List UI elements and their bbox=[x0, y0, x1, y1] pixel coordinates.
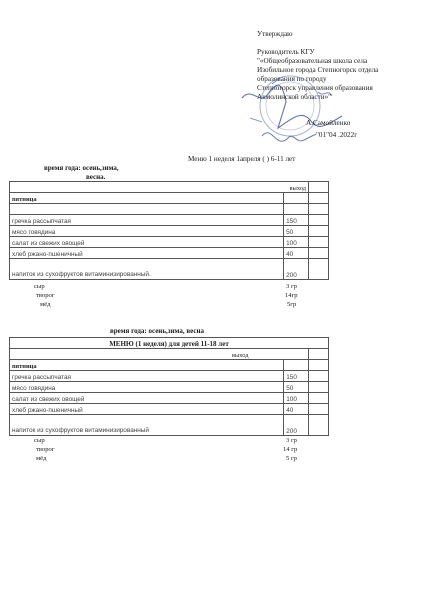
table-row-spacer bbox=[10, 204, 329, 215]
table-row-day bbox=[10, 193, 329, 204]
table-row bbox=[10, 371, 329, 382]
signer-name: А.Самойленко bbox=[306, 119, 351, 127]
dish-weight: 200 bbox=[284, 415, 309, 436]
dish-weight: 100 bbox=[284, 393, 309, 404]
menu2-title: МЕНЮ (1 неделя) для детей 11-18 лет bbox=[10, 338, 329, 349]
dish-weight: 40 bbox=[284, 404, 309, 415]
col-header-output: выход bbox=[10, 182, 309, 193]
menu1-season-cont: весна. bbox=[86, 173, 106, 181]
approval-line: Степногорск управления образования bbox=[257, 84, 373, 92]
menu1-season: время года: осень,зима, bbox=[44, 164, 119, 172]
menu1-table bbox=[9, 181, 329, 280]
extra-value: 5 гр bbox=[286, 455, 297, 462]
table-title-row bbox=[10, 338, 329, 349]
table-header-row bbox=[10, 349, 329, 360]
approval-line: Утверждаю bbox=[257, 30, 293, 38]
dish-name: хлеб ржано-пшеничный bbox=[10, 404, 284, 415]
approval-line: Акмолинской области»" bbox=[257, 93, 332, 101]
extra-value: 14 гр bbox=[283, 446, 298, 453]
table-row bbox=[10, 404, 329, 415]
extra-name: сыр bbox=[34, 437, 45, 444]
col-header-output: выход bbox=[10, 349, 309, 360]
stamp-signature-graphic bbox=[232, 58, 352, 168]
dish-weight: 40 bbox=[284, 248, 309, 259]
extra-value: 3 гр bbox=[286, 437, 297, 444]
table-header-row bbox=[10, 182, 329, 193]
approval-line: Изобильное города Степногорск отдела bbox=[257, 66, 379, 74]
approval-line: образования по городу bbox=[257, 75, 327, 83]
dish-weight: 50 bbox=[284, 382, 309, 393]
table-row bbox=[10, 259, 329, 280]
menu2-table bbox=[9, 337, 329, 436]
approval-date: "01"04 .2022г bbox=[316, 131, 358, 139]
dish-name: салат из свежих овощей bbox=[10, 393, 284, 404]
dish-name: гречка рассыпчатая bbox=[10, 371, 284, 382]
day-label: пятница bbox=[10, 360, 284, 371]
dish-name: напиток из сухофруктов витаминизированный bbox=[10, 415, 284, 436]
extra-value: 14гр bbox=[285, 292, 298, 299]
table-row-day bbox=[10, 360, 329, 371]
table-row bbox=[10, 226, 329, 237]
table-row bbox=[10, 248, 329, 259]
dish-weight: 50 bbox=[284, 226, 309, 237]
extra-name: творог bbox=[36, 292, 55, 299]
menu1-title: Меню 1 неделя 1апреля ( ) 6-11 лет bbox=[188, 155, 296, 163]
table-row bbox=[10, 215, 329, 226]
approval-line: Руководитель КГУ bbox=[257, 48, 315, 56]
table-row bbox=[10, 393, 329, 404]
approval-line bbox=[257, 39, 378, 48]
extra-name: мёд bbox=[36, 455, 47, 462]
dish-name: салат из свежих овощей bbox=[10, 237, 284, 248]
table-row bbox=[10, 237, 329, 248]
dish-weight: 200 bbox=[284, 259, 309, 280]
extra-value: 3 гр bbox=[286, 283, 297, 290]
dish-weight: 100 bbox=[284, 237, 309, 248]
extra-name: сыр bbox=[34, 283, 45, 290]
dish-weight: 150 bbox=[284, 371, 309, 382]
extra-value: 5гр bbox=[287, 301, 297, 308]
approval-line: "«Общеобразовательная школа села bbox=[257, 57, 368, 65]
table-row bbox=[10, 382, 329, 393]
extra-name: творог bbox=[36, 446, 55, 453]
dish-weight: 150 bbox=[284, 215, 309, 226]
dish-name: напиток из сухофруктов витаминизированный. bbox=[10, 259, 284, 280]
dish-name: мясо говядина bbox=[10, 226, 284, 237]
menu2-season: время года: осень,зима, весна bbox=[110, 327, 204, 335]
table-row bbox=[10, 415, 329, 436]
day-label: пятница bbox=[10, 193, 284, 204]
dish-name: гречка рассыпчатая bbox=[10, 215, 284, 226]
dish-name: хлеб ржано-пшеничный bbox=[10, 248, 284, 259]
extra-name: мёд bbox=[40, 301, 51, 308]
dish-name: мясо говядина bbox=[10, 382, 284, 393]
